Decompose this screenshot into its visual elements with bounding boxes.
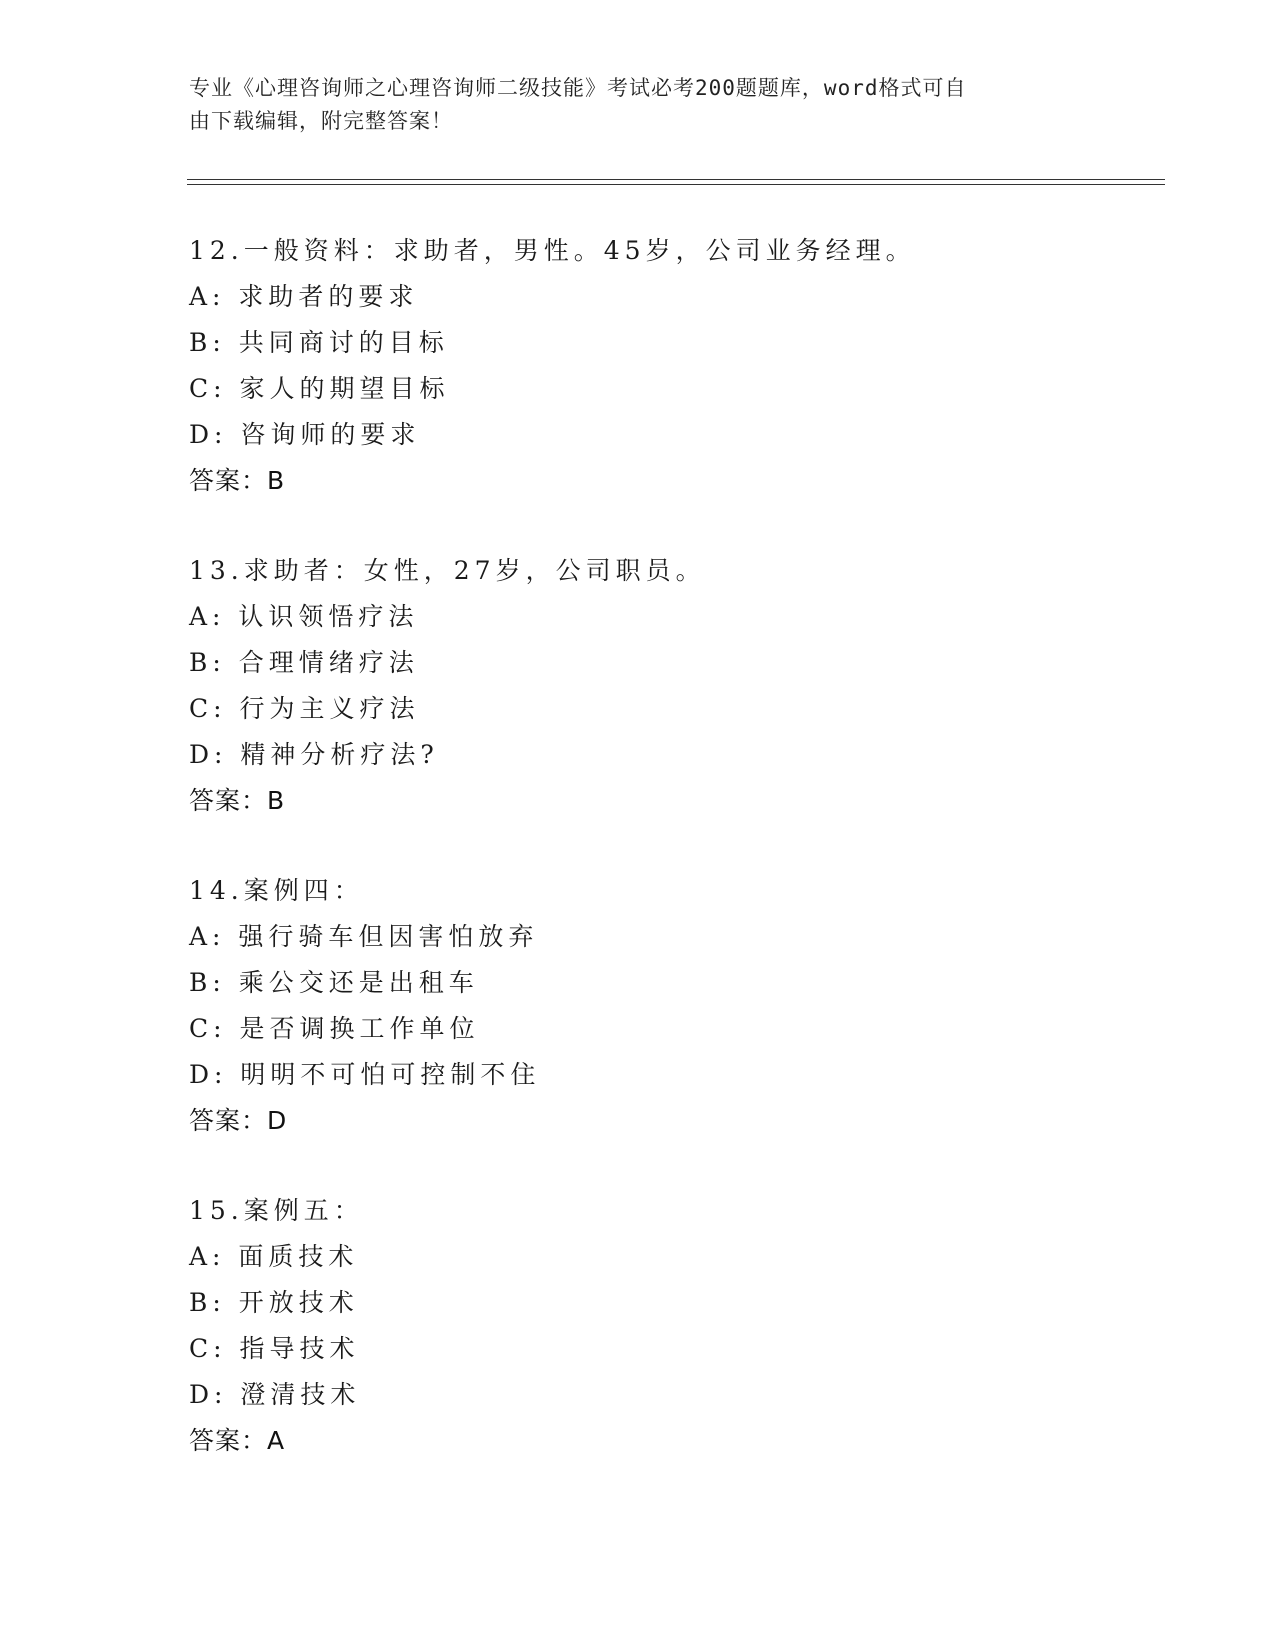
header-divider-top	[187, 179, 1165, 180]
option-b: B: 开放技术	[189, 1288, 359, 1317]
header-line-2: 由下载编辑，附完整答案！	[189, 109, 453, 133]
option-a: A: 强行骑车但因害怕放弃	[189, 922, 539, 951]
answer: 答案：B	[189, 786, 286, 815]
question-title: 15.案例五：	[189, 1196, 364, 1225]
option-c: C: 是否调换工作单位	[189, 1014, 480, 1043]
document-header	[189, 72, 1069, 138]
option-d: D: 咨询师的要求	[189, 420, 421, 449]
question-13	[189, 548, 1089, 824]
question-title: 14.案例四：	[189, 876, 364, 905]
option-d: D: 精神分析疗法?	[189, 740, 439, 769]
question-title: 12.一般资料：求助者，男性。45岁，公司业务经理。	[189, 236, 916, 265]
question-15	[189, 1188, 1089, 1464]
header-divider-bottom	[187, 184, 1165, 185]
option-c: C: 家人的期望目标	[189, 374, 450, 403]
question-14	[189, 868, 1089, 1144]
option-a: A: 认识领悟疗法	[189, 602, 419, 631]
question-12	[189, 228, 1089, 504]
header-line-1: 专业《心理咨询师之心理咨询师二级技能》考试必考200题题库，word格式可自	[189, 76, 967, 100]
option-a: A: 求助者的要求	[189, 282, 419, 311]
answer: 答案：A	[189, 1426, 286, 1455]
option-b: B: 共同商讨的目标	[189, 328, 449, 357]
question-title: 13.求助者：女性，27岁，公司职员。	[189, 556, 706, 585]
option-d: D: 明明不可怕可控制不住	[189, 1060, 541, 1089]
option-a: A: 面质技术	[189, 1242, 359, 1271]
option-b: B: 乘公交还是出租车	[189, 968, 479, 997]
answer: 答案：B	[189, 466, 286, 495]
answer: 答案：D	[189, 1106, 288, 1135]
option-c: C: 指导技术	[189, 1334, 360, 1363]
option-b: B: 合理情绪疗法	[189, 648, 419, 677]
option-c: C: 行为主义疗法	[189, 694, 420, 723]
option-d: D: 澄清技术	[189, 1380, 361, 1409]
